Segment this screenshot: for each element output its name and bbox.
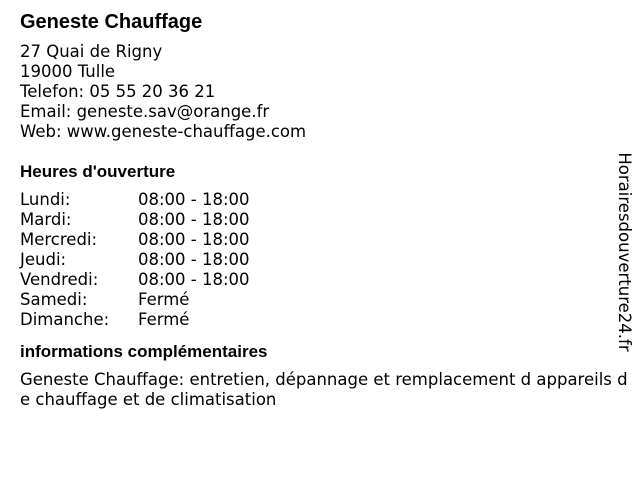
hours-day: Mardi: [20, 210, 72, 229]
opening-hours-title: Heures d'ouverture [20, 162, 176, 181]
web-line: Web: www.geneste-chauffage.com [20, 122, 307, 141]
address-street: 27 Quai de Rigny [20, 42, 163, 61]
hours-row-samedi [20, 290, 620, 310]
hours-time: 08:00 - 18:00 [138, 230, 250, 249]
hours-time: 08:00 - 18:00 [138, 210, 250, 229]
hours-day: Lundi: [20, 190, 71, 209]
hours-row-lundi [20, 190, 620, 210]
hours-row-dimanche [20, 310, 620, 330]
hours-row-mercredi [20, 230, 620, 250]
hours-row-mardi [20, 210, 620, 230]
hours-day: Jeudi: [20, 250, 67, 269]
watermark-site-name: Horairesdouverture24.fr [615, 152, 634, 352]
hours-time: 08:00 - 18:00 [138, 250, 250, 269]
hours-day: Dimanche: [20, 310, 110, 329]
hours-day: Samedi: [20, 290, 88, 309]
hours-row-jeudi [20, 250, 620, 270]
email-line: Email: geneste.sav@orange.fr [20, 102, 270, 121]
additional-info-title: informations complémentaires [20, 342, 268, 361]
hours-day: Vendredi: [20, 270, 99, 289]
hours-time: Fermé [138, 310, 190, 329]
address-city: 19000 Tulle [20, 62, 116, 81]
opening-hours-table [20, 190, 620, 330]
hours-day: Mercredi: [20, 230, 98, 249]
business-name: Geneste Chauffage [20, 11, 203, 33]
hours-time: 08:00 - 18:00 [138, 270, 250, 289]
additional-info-text: Geneste Chauffage: entretien, dépannage et remplacement d appareils de chauffage et de climatisation [20, 370, 628, 409]
hours-time: 08:00 - 18:00 [138, 190, 250, 209]
hours-time: Fermé [138, 290, 190, 309]
phone-line: Telefon: 05 55 20 36 21 [20, 82, 216, 101]
hours-row-vendredi [20, 270, 620, 290]
contact-block [20, 42, 620, 142]
